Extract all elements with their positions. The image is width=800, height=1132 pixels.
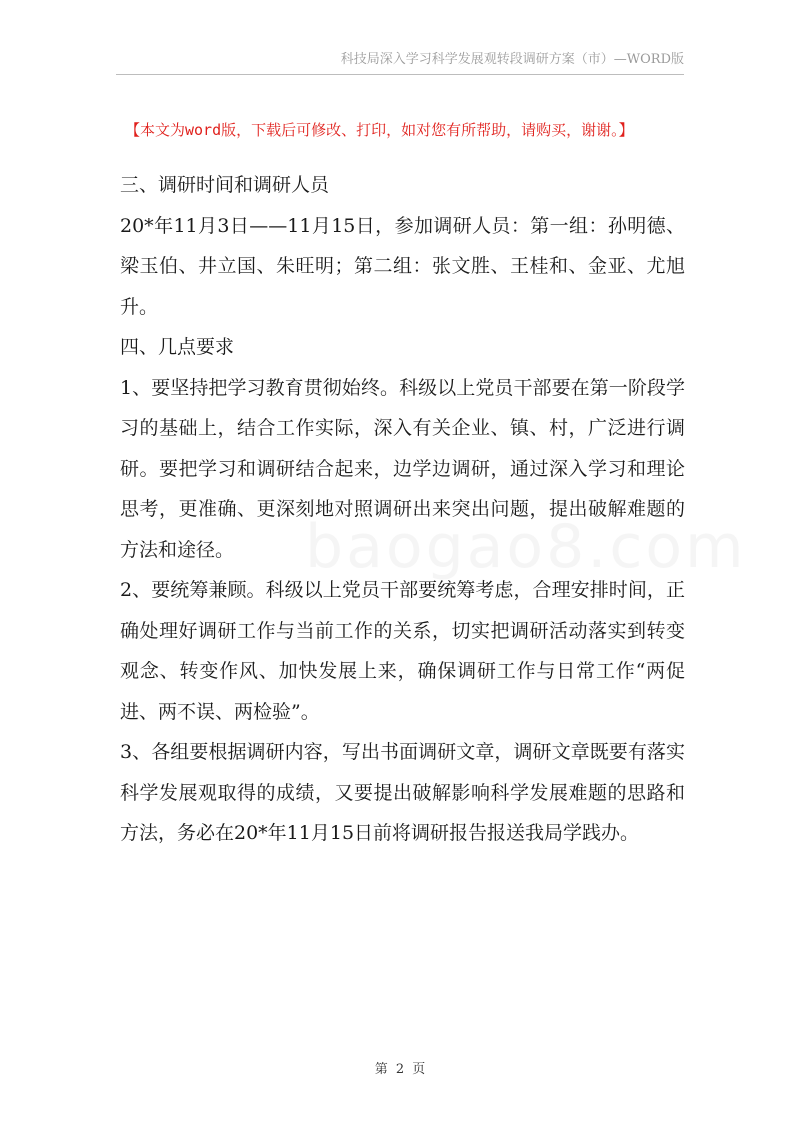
page-number: 2 xyxy=(395,1062,405,1077)
paragraph-requirement-3: 3、各组要根据调研内容，写出书面调研文章，调研文章既要有落实科学发展观取得的成绩，又要提出破解影响科学发展难题的思路和方法，务必在20*年11月15日前将调研报告报送我局学践办。 xyxy=(120,741,685,844)
section-heading-4: 四、几点要求 xyxy=(120,336,235,358)
paragraph-requirement-1: 1、要坚持把学习教育贯彻始终。科级以上党员干部要在第一阶段学习的基础上，结合工作实际，深入有关企业、镇、村，广泛进行调研。要把学习和调研结合起来，边学边调研，通过深入学习和理论思考，更准确、更深刻地对照调研出来突出问题，提出破解难题的方法和途径。 xyxy=(120,376,685,561)
watermark: baogao8.com xyxy=(305,512,747,582)
document-body xyxy=(120,165,685,854)
document-title: 科技局深入学习科学发展观转段调研方案（市）—WORD版 xyxy=(340,52,684,67)
page-header xyxy=(116,50,684,75)
purchase-notice: 【本文为word版，下载后可修改、打印，如对您有所帮助，请购买，谢谢。】 xyxy=(125,121,634,139)
paragraph-requirement-2: 2、要统筹兼顾。科级以上党员干部要统筹考虑，合理安排时间，正确处理好调研工作与当前工作的关系，切实把调研活动落实到转变观念、转变作风、加快发展上来，确保调研工作与日常工作“两促进、两不误、两检验”。 xyxy=(120,579,685,723)
section-heading-3: 三、调研时间和调研人员 xyxy=(120,174,330,196)
page-footer xyxy=(0,1058,800,1077)
page-number-prefix: 第 xyxy=(374,1062,388,1077)
page-number-suffix: 页 xyxy=(412,1062,426,1077)
paragraph-schedule: 20*年11月3日——11月15日，参加调研人员：第一组：孙明德、梁玉伯、井立国、朱旺明；第二组：张文胜、王桂和、金亚、尤旭升。 xyxy=(120,214,685,318)
